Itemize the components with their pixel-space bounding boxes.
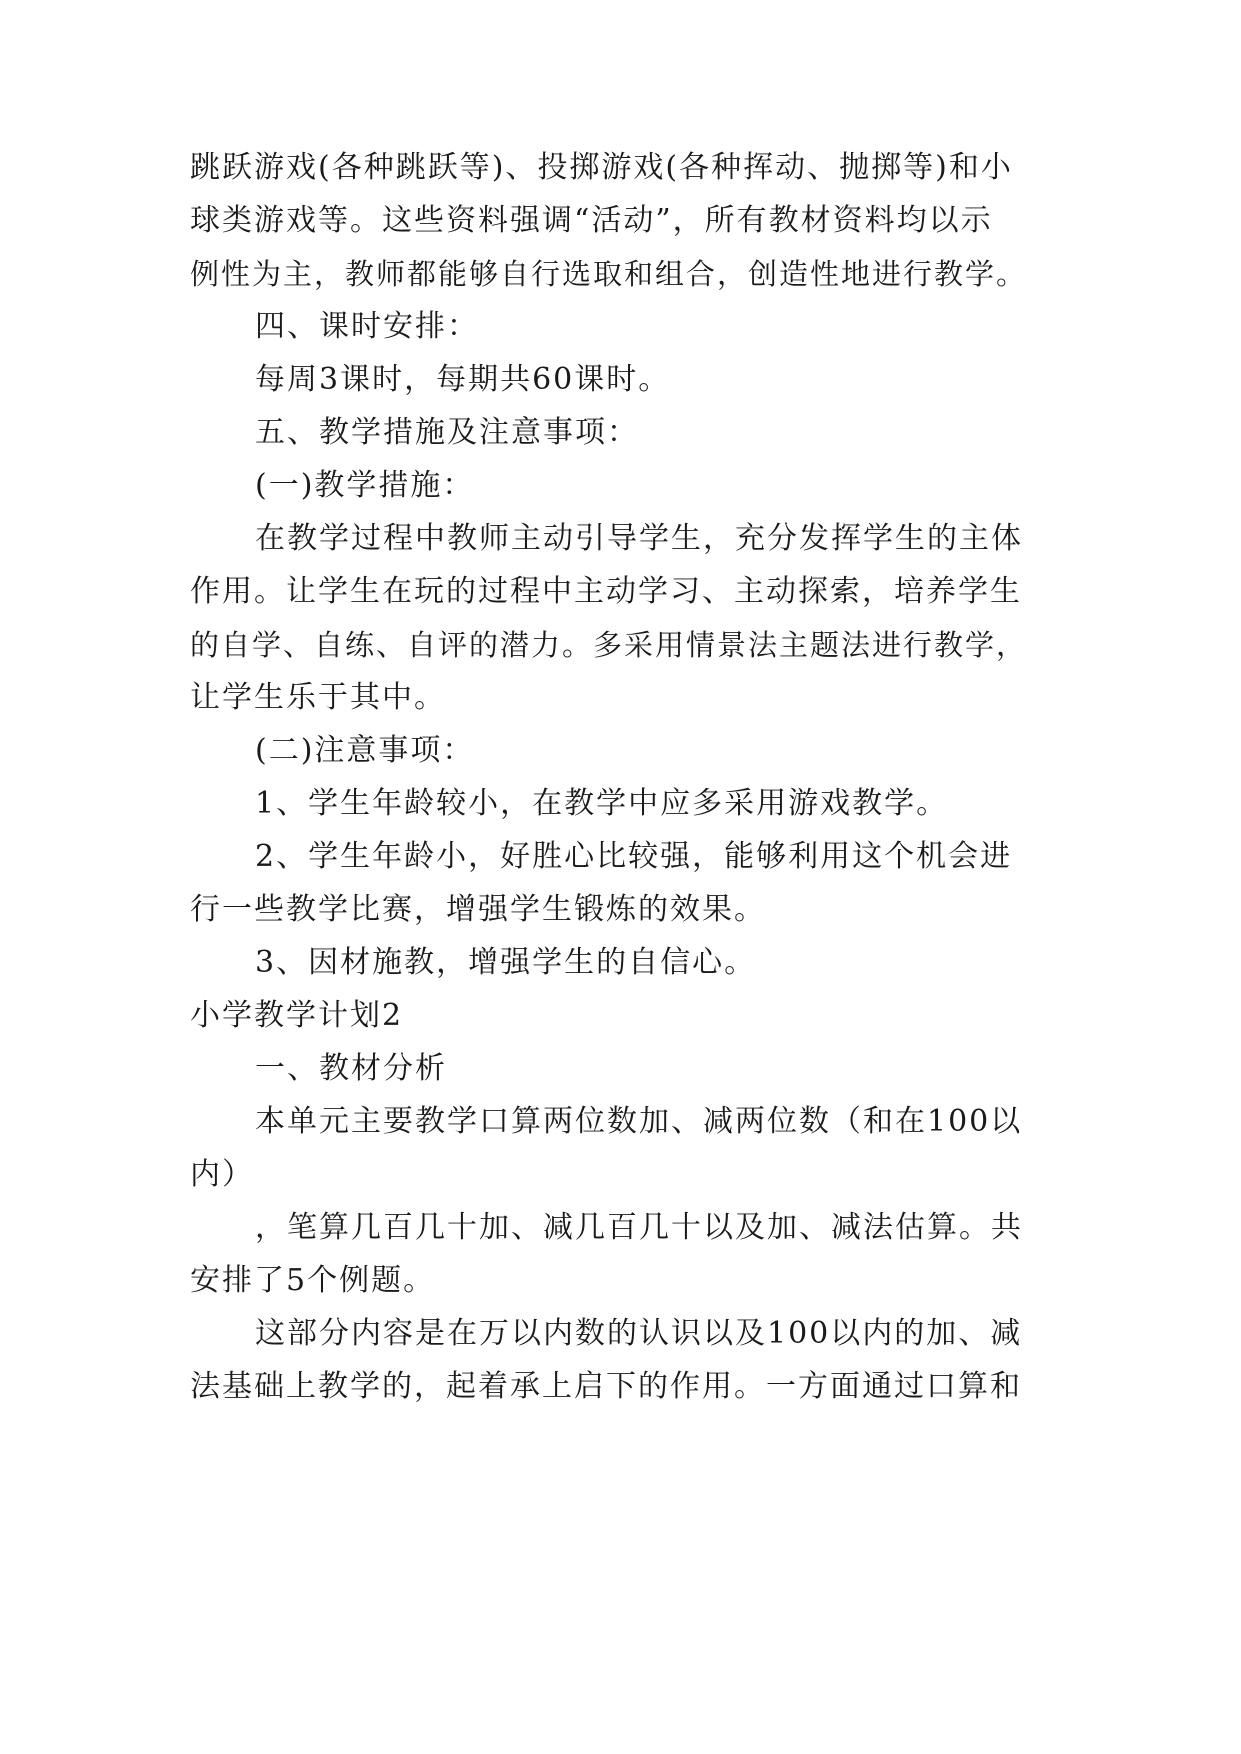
paragraph-line: 的自学、自练、自评的潜力。多采用情景法主题法进行教学， xyxy=(190,628,1028,662)
section-heading: 四、课时安排： xyxy=(255,309,479,344)
paragraph-line: 作用。让学生在玩的过程中主动学习、主动探索，培养学生 xyxy=(190,574,1022,609)
section-heading: 五、教学措施及注意事项： xyxy=(255,415,639,450)
paragraph-line: 每周3课时，每期共60课时。 xyxy=(255,362,671,397)
paragraph-line: 这部分内容是在万以内数的认识以及100以内的加、减 xyxy=(255,1316,1023,1351)
subsection-heading: (一)教学措施： xyxy=(255,468,475,503)
paragraph-line: 让学生乐于其中。 xyxy=(190,680,446,715)
section-heading: 一、教材分析 xyxy=(255,1051,447,1086)
paragraph-line: 内） xyxy=(190,1157,254,1192)
paragraph-line: 法基础上教学的，起着承上启下的作用。一方面通过口算和 xyxy=(190,1369,1022,1404)
list-item: 2、学生年龄小，好胜心比较强，能够利用这个机会进 xyxy=(255,839,1013,874)
list-item: 3、因材施教，增强学生的自信心。 xyxy=(255,945,757,980)
subsection-heading: (二)注意事项： xyxy=(255,733,475,768)
paragraph-line: 球类游戏等。这些资料强调“活动”，所有教材资料均以示 xyxy=(190,203,993,238)
list-item: 1、学生年龄较小，在教学中应多采用游戏教学。 xyxy=(255,786,949,821)
paragraph-line: 例性为主，教师都能够自行选取和组合，创造性地进行教学。 xyxy=(190,257,1028,291)
paragraph-line: 安排了5个例题。 xyxy=(190,1263,436,1298)
document-title: 小学教学计划2 xyxy=(190,998,404,1033)
paragraph-line: ，笔算几百几十加、减几百几十以及加、减法估算。共 xyxy=(255,1210,1023,1245)
paragraph-line: 跳跃游戏(各种跳跃等)、投掷游戏(各种挥动、抛掷等)和小 xyxy=(190,150,1013,185)
paragraph-line: 行一些教学比赛，增强学生锻炼的效果。 xyxy=(190,892,766,927)
paragraph-line: 本单元主要教学口算两位数加、减两位数（和在100以 xyxy=(255,1104,1023,1139)
paragraph-line: 在教学过程中教师主动引导学生，充分发挥学生的主体 xyxy=(255,521,1023,556)
